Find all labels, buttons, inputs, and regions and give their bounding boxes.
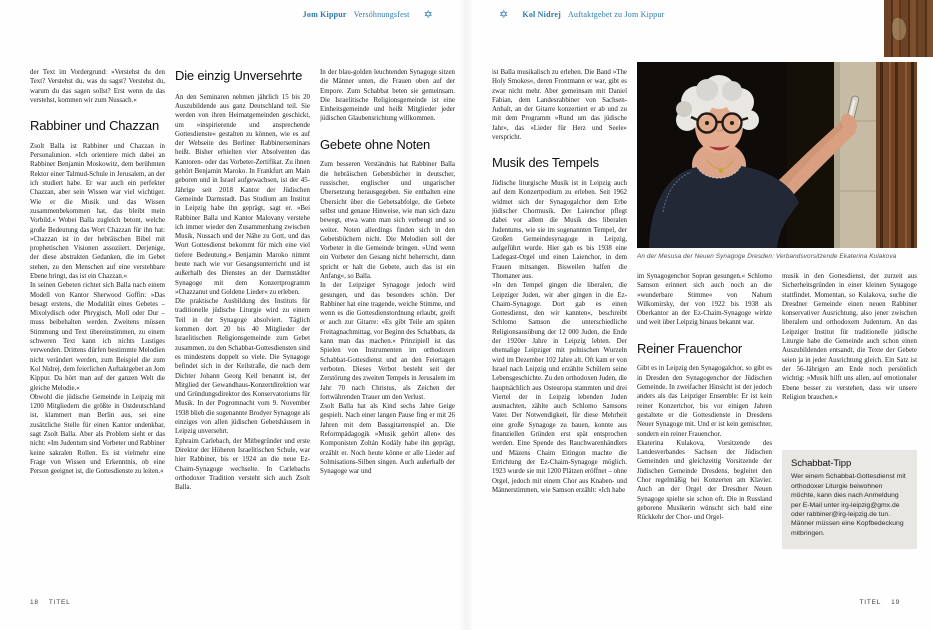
section-heading-rabbiner-und-chazzan: Rabbiner und Chazzan: [30, 118, 159, 134]
page-footer-left: [30, 599, 71, 606]
photo-bleed-wood-strip: [884, 0, 933, 57]
section-label: TITEL: [859, 599, 882, 606]
paragraph: Ephraim Carlebach, der Mitbegründer und erste Direktor der Höheren Israelitischen Schule, war hier Rabbiner, bis er 1924 an die neue Ez-Chaim-Synagoge wechselte. In Carlebachs orthodoxer Tradition versteht sich auch Zsolt Balla.: [175, 437, 310, 492]
photo-wooden-door: [876, 62, 917, 248]
paragraph: An den Seminaren nehmen jährlich 15 bis 20 Auszubildende aus ganz Deutschland teil. Sie werden von ihren Heimatgemeinden geschickt, um »inspirierende und ansprechende Gottesdienste« gestalten zu können, wie es auf der Webseite des Berliner Rabbinerseminars heißt. Bisher erhielten vier Absolventen das Kantoren- oder das Vorbeter-Zertifikat. Zu ihnen gehört Benjamin Maroko. In Frankfurt am Main geboren und in Israel aufgewachsen, ist der 45-Jährige seit 2018 Kantor der Jüdischen Gemeinde Darmstadt. Das Studium am Institut in Leipzig habe ihn geprägt, sagt er. »Bei Rabbiner Balla und Kantor Malovany verstehe ich immer wieder den Zusammenhang zwischen Musik, Nussach und der Nähe zu Gott, und das Wort Gottesdienst bekommt für mich eine viel tiefere Bedeutung.« Benjamin Maroko nimmt heute nach wie vor Gesangsunterricht und ist außerhalb des Dienstes an der Darmstädter Synagoge mit dem Konzertprogramm »Chazzanut und Goldene Lieder« zu erleben.: [175, 93, 310, 296]
right-page-column-2: [637, 272, 772, 598]
paragraph: Ekaterina Kulakova, Vorsitzende des Landesverbandes Sachsen der Jüdischen Gemeinden und gleichzeitig Vorsitzende der Jüdischen Gemeinde Dresdens, begleitet den Chor regelmäßig bei Konzerten am Klavier. Auch an der Orgel der Dresdner Neuen Synagoge spielte sie schon oft. Die in Russland geborene Musikerin wünscht sich bald eine Rückkehr der Chor- und Orgel-: [637, 439, 772, 522]
paragraph: im Synagogenchor Sopran gesungen.« Schlomo Samson erinnert sich auch noch an die »wunderbare Stimme« von Nahum Wilkomirsky, der von 1922 bis 1938 als Oberkantor an der Ez-Chaim-Synagoge wirkte und weit über Leipzig hinaus bekannt war.: [637, 273, 772, 327]
section-heading-die-einzig-unversehrte: Die einzig Unversehrte: [175, 68, 303, 83]
paragraph: Zsolt Balla ist Rabbiner und Chazzan in Personalunion. »Ich orientiere mich dabei an Rabbiner Benjamin Moskowitz, dem berühmten Rektor einer Talmud-Schule in Jerusalem, an der ich studiert habe. Er war auch ein perfekter Chazzan, aber sein Wissen war viel wichtiger. Wie er die Musik und das Wissen zusammenbekommen hat, das bleibt mein Vorbild.« Wobei Balla zugleich betont, welche große Bedeutung das Wort Chazzan für ihn hat: »Chazzan ist in der hebräischen Bibel mit prophetischen Visionen assoziiert. Derjenige, der diese abstrakten Gedanken, die im Gebet stehen, zu den Menschen auf eine verstehbare Ebene bringt, das ist ein Chazzan.«: [30, 142, 165, 280]
left-page-column-3: [320, 68, 455, 596]
schabbat-tipp-box: [782, 450, 917, 549]
photo-stone-doorpost: [834, 62, 876, 248]
paragraph: In der Leipziger Synagoge jedoch wird gesungen, und das besonders schön. Der Rabbiner hat eine tragende, weiche Stimme, und wenn es die Gottesdienstordnung erlaubt, greift er auch zur Gitarre: »Es gibt Teile am späten Freitagnachmittag, vor Beginn des Schabbats, da kann man das machen.« Prinzipiell ist das Spielen von Instrumenten im orthodoxen Schabbat-Gottesdienst und an den Feiertagen verboten. Dieses Verbot besteht seit der Zerstörung des zweiten Tempels in Jerusalem im Jahr 70 nach Christus, als Zeichen der fortwährenden Trauer um den Verlust.: [320, 282, 455, 401]
photo-caption: An der Mesusa der Neuen Synagoge Dresden: Verbandsvorsitzende Ekaterina Kulakova: [637, 253, 897, 260]
photo-illustration: [637, 62, 917, 248]
running-head-left-title: Jom Kippur: [302, 10, 347, 19]
paragraph: musik in den Gottesdienst, der zurzeit aus Sicherheitsgründen in einer kleinen Synagoge stattfindet. Momentan, so Kulakova, suche die Dresdner Gemeinde einen neuen Rabbiner konservativer Ausrichtung, also jener zwischen liberalem und orthodoxem Judentum. An das Leipziger Institut für traditionelle jüdische Liturgie habe die Gemeinde auch schon einen Auszubildenden entsandt, die Texte der Gebete seien ja in jeder Ausrichtung gleich. Ein Satz ist der 56-Jährigen am Ende noch persönlich wichtig: »Musik hilft uns allen, auf emotionaler Ebene besser zu verstehen, dass wir unsere Religion brauchen.«: [782, 273, 917, 401]
section-heading-reiner-frauenchor: Reiner Frauenchor: [637, 340, 742, 356]
right-page-column-3: [782, 272, 917, 598]
paragraph: Gibt es in Leipzig den Synagogalchor, so gibt es in Dresden den Synagogenchor der Jüdischen Gemeinde. In zweifacher Hinsicht ist der jedoch anders als das Leipziger Ensemble: Er ist kein reiner Konzertchor, bis vor einigen Jahren gestaltete er die Gottesdienste in Dresdens Neuer Synagoge mit. Und er ist kein gemischter, sondern ein reiner Frauenchor.: [637, 365, 772, 438]
star-of-david-icon: ✡: [423, 8, 433, 21]
star-of-david-icon: ✡: [499, 8, 509, 21]
paragraph: der Text im Vordergrund: »Verstehst du den Text? Verstehst du, was du sagst? Verstehst du, warum du das sagen sollst? Erst wenn du das verstehst, kommen wir zum Nussach.«: [30, 69, 165, 104]
tip-box-heading: Schabbat-Tipp: [791, 458, 852, 470]
paragraph: Obwohl die jüdische Gemeinde in Leipzig mit 1200 Mitgliedern die größte in Ostdeutschland ist, klammert man Berlin aus, sei eine zusätzliche Stelle für einen Kantor undenkbar, sagt Zsolt Balla. Aber als Problem sieht er das nicht: »Im Judentum sind Vorbeter und Rabbiner keine sakralen Rollen. Es ist vielmehr eine Frage von Wissen und Erkenntnis, ob eine Person geeignet ist, die Gottesdienste zu leiten.«: [30, 393, 165, 476]
tip-box-text: Wer einem Schabbat-Gottesdienst mit orthodoxer Liturgie beiwohnen möchte, kann dies nach Anmeldung per E-Mail unter irg-leipzig@gmx.de oder rabbiner@irg-leipzig.de tun. Männer müssen eine Kopfbedeckung mitbringen.: [791, 473, 906, 537]
running-head-right-subtitle: Auftaktgebet zu Jom Kippur: [567, 10, 665, 19]
paragraph: »In den Tempel gingen die liberalen, die Leipziger Juden, wir aber gingen in die Ez-Chaim-Synagoge. Dort gab es einen Gottesdienst, den wir kannten«, beschreibt Schlomo Samson die unterschiedliche Religionsausübung der 12 000 Juden, die Ende der 1920er Jahre in Leipzig lebten. Der ehemalige Leipziger mit polnischen Wurzeln wird im Dezember 102 Jahre alt. Oft kam er von Israel nach Leipzig und erzählte Schülern seine Lebensgeschichte. Zu den orthodoxen Juden, die hauptsächlich aus Osteuropa stammten und drei Viertel der in Leipzig lebenden Juden ausmachten, zählte auch Schlomo Samsons Vater. Der Notwendigkeit, für diese Mehrheit eine große Synagoge zu bauen, konnte aus finanziellen Gründen erst spät entsprochen werden. Eine Spende des Rauchwarenhändlers und Mäzens Chaim Eitingon machte die Errichtung der Ez-Chaim-Synagoge möglich. 1923 wurde sie mit 1200 Plätzen eröffnet – ohne Orgel, jedoch mit einem Chor aus Knaben- und Männerstimmen, wie Samson erzählt: »Ich habe: [492, 282, 627, 494]
section-heading-musik-des-tempels: Musik des Tempels: [492, 155, 599, 171]
page-number: 18: [30, 599, 39, 606]
running-head-right-title: Kol Nidrej: [522, 10, 561, 19]
photo-ekaterina-kulakova: [637, 62, 917, 248]
paragraph: ist Balla musikalisch zu erleben. Die Band »The Holy Smokes«, deren Frontmann er war, gibt es zwar nicht mehr. Aber gemeinsam mit Daniel Fabian, dem Landesrabbiner von Sachsen-Anhalt, an der Gitarre konzertiert er ab und zu mit dem Programm »Rund um das jüdische Jahr«, das »Lieder für Herz und Seele« verspricht.: [492, 69, 627, 142]
paragraph: Jüdische liturgische Musik ist in Leipzig auch auf dem Konzertpodium zu erleben. Seit 1962 widmet sich der Synagogalchor dem Erbe jüdischer Chormusik. Der Laienchor pflegt dabei vor allem die Musik des liberalen Judentums, wie sie im sogenannten Tempel, der Großen Gemeindesynagoge in Leipzig, aufgeführt wurde. Hier gab es bis 1938 eine Ladegast-Orgel und einen Laienchor, in dem Frauen mitsangen. Bisweilen halfen die Thomaner aus.: [492, 180, 627, 280]
section-heading-gebete-ohne-noten: Gebete ohne Noten: [320, 136, 431, 152]
left-page-column-1: [30, 68, 165, 596]
page-footer-right: [859, 599, 900, 606]
running-head-left-subtitle: Versöhnungsfest: [353, 10, 410, 19]
section-label: TITEL: [48, 599, 71, 606]
page-number: 19: [891, 599, 900, 606]
running-head-right: [499, 9, 664, 20]
center-fold: [459, 0, 474, 630]
paragraph: In seinen Gebeten richtet sich Balla nach einem Modell von Kantor Sherwood Goffin: »Das besagt erstens, die Modalität eines Gebetes – Mixolydisch oder Phrygisch, Moll oder Dur – muss beibehalten werden. Zweitens müssen Stimmung und Text übereinstimmen, zu einem schweren Text kann ich nichts Lustiges verwenden. Drittens dürfen bestimmte Melodien nicht verändert werden, zum Beispiel die zum Kol Nidrej, dem feierlichen Auftaktgebet an Jom Kippur. Da hört man auf der ganzen Welt die gleiche Melodie.«: [30, 282, 165, 392]
right-page-column-1: [492, 68, 627, 596]
paragraph: Zum besseren Verständnis hat Rabbiner Balla die hebräischen Gebetsbücher in deutscher, russischer, englischer und ungarischer Übersetzung herausgegeben. Sie enthalten eine Übersicht über die Gebetsabfolge, die Gebete selbst und genaue Hinweise, wie man sich dazu bewegt, etwa wann man sich verbeugt und so weiter. Noten allerdings finden sich in den Gebetsbüchern nicht. Die Melodien soll der Vorbeter in die Gemeinde bringen. »Und wenn ein Vorbeter den Gesang nicht beherrscht, dann spricht er halt die Gebete, auch das ist ein Anfang«, so Balla.: [320, 161, 455, 280]
paragraph: Zsolt Balla hat als Kind sechs Jahre Geige gespielt. Nach einer langen Pause fing er mit 26 Jahren mit dem Bassgitarrenspiel an. Die Reformpädagogik »Musik gehört allen« des Komponisten Zoltán Kodály habe ihn geprägt, erzählt er. Noch heute könne er alle Lieder auf Solmisations-Silben singen. Auch außerhalb der Synagoge war und: [320, 403, 455, 476]
paragraph: In der blau-golden leuchtenden Synagoge sitzen die Männer unten, die Frauen oben auf der Empore. Zum Schabbat beten sie gemeinsam. Die Israelitische Religionsgemeinde ist eine Einheitsgemeinde und heißt Mitglieder jeder jüdischen Glaubensrichtung willkommen.: [320, 69, 455, 123]
left-page-column-2: [175, 68, 310, 596]
running-head-left: [0, 9, 433, 20]
paragraph: Die praktische Ausbildung des Instituts für traditionelle jüdische Liturgie wird zu einem Teil in der Synagoge absolviert. Täglich kommen dort 20 bis 40 Mitglieder der Israelitischen Religionsgemeinde zum Gebet zusammen, zu den Schabbat-Gottesdiensten sind es mindestens doppelt so viele. Die Synagoge befindet sich in der Keilstraße, die nach dem Dichter Johann Georg Keil benannt ist, der Mitglied der Gewandhaus-Konzertdirektion war und Gründungsdirektor des Konservatoriums für Musik. In der Pogromnacht vom 9. November 1938 blieb die sogenannte Brodyer Synagoge als einziges von allen jüdischen Gebetshäusern in Leipzig unversehrt.: [175, 298, 310, 436]
